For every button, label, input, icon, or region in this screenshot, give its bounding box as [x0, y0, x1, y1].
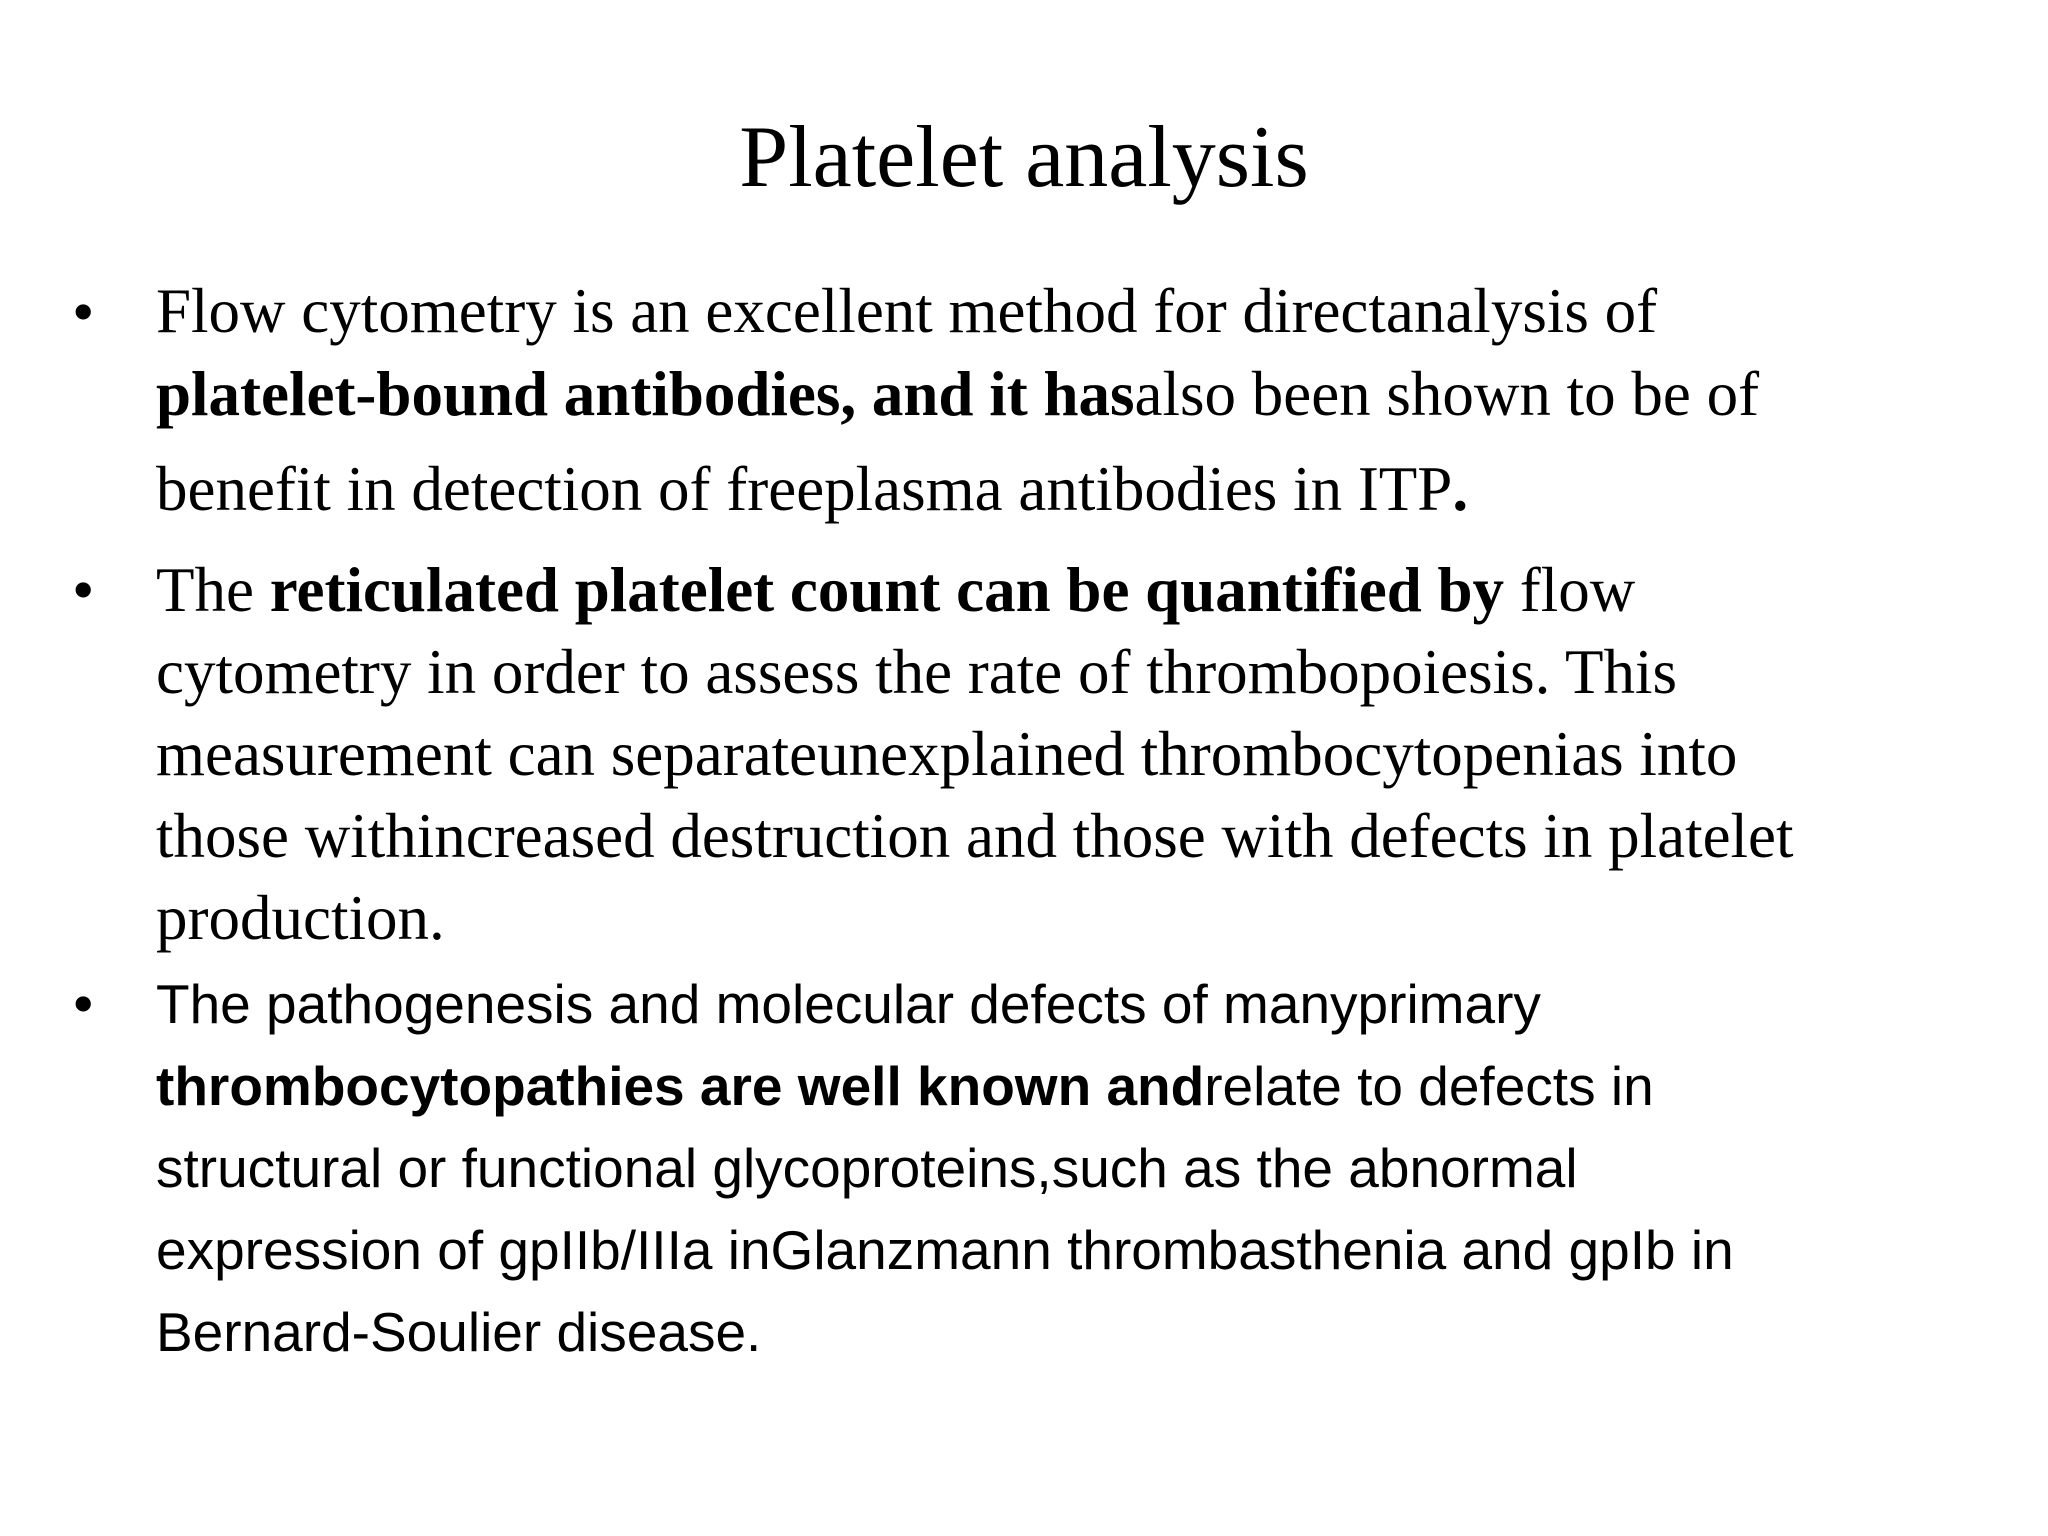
- text-run: also been shown to be of: [1134, 359, 1760, 429]
- bullet-line: [156, 963, 1990, 1045]
- bullet-line: [156, 270, 1990, 353]
- bullet-line: [156, 877, 1990, 959]
- bold-text-run: reticulated platelet count can be quantified by: [269, 555, 1505, 625]
- text-run: Bernard-Soulier disease.: [156, 1301, 762, 1363]
- text-run: The pathogenesis and molecular defects of manyprimary: [156, 973, 1541, 1035]
- bullet-line: [156, 795, 1990, 877]
- text-run: structural or functional glycoproteins,such as the abnormal: [156, 1137, 1578, 1199]
- bullet-line: [156, 436, 1990, 543]
- text-run: Flow cytometry is an excellent method for directanalysis of: [156, 276, 1658, 346]
- bullet-line: [156, 1127, 1990, 1209]
- bullet-item-thrombocytopathies: [70, 963, 1990, 1373]
- bullet-list: [70, 270, 1990, 1373]
- bold-text-run: thrombocytopathies are well known and: [156, 1055, 1205, 1117]
- bullet-line: [156, 1209, 1990, 1291]
- bold-text-run: platelet-bound antibodies, and it has: [156, 359, 1135, 429]
- text-run: measurement can separateunexplained thrombocytopenias into: [156, 719, 1738, 789]
- bullet-line: [156, 1045, 1990, 1127]
- text-run: production.: [156, 883, 445, 953]
- bullet-line: [156, 631, 1990, 713]
- slide-title: Platelet analysis: [739, 109, 1309, 206]
- bullet-line: [156, 549, 1990, 631]
- bullet-item-reticulated-platelets: [70, 549, 1990, 959]
- bullet-item-flow-cytometry: [70, 270, 1990, 543]
- bold-text-run: .: [1452, 454, 1469, 524]
- text-run: cytometry in order to assess the rate of thrombopoiesis. This: [156, 637, 1678, 707]
- bullet-line: [156, 713, 1990, 795]
- text-run: those withincreased destruction and those with defects in platelet: [156, 801, 1794, 871]
- bullet-dot: •: [72, 968, 95, 1039]
- text-run: relate to defects in: [1204, 1055, 1654, 1117]
- text-run: The: [156, 555, 270, 625]
- bullet-line: [156, 353, 1990, 436]
- bullet-dot: •: [72, 276, 95, 347]
- bullet-line: [156, 1291, 1990, 1373]
- text-run: flow: [1504, 555, 1636, 625]
- text-run: benefit in detection of freeplasma antibodies in ITP: [156, 454, 1453, 524]
- bullet-dot: •: [72, 554, 95, 625]
- text-run: expression of gpIIb/IIIa inGlanzmann thrombasthenia and gpIb in: [156, 1219, 1734, 1281]
